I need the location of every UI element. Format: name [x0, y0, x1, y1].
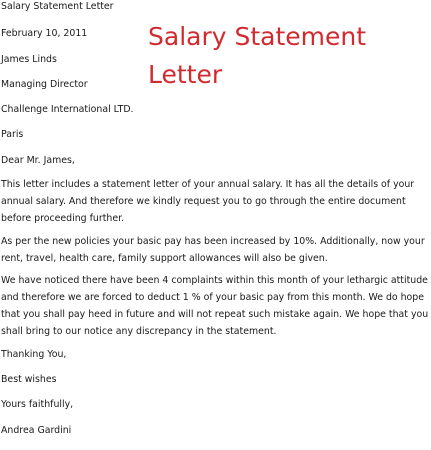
page-title: Salary Statement Letter — [148, 22, 367, 89]
closing-signoff: Yours faithfully, — [1, 399, 74, 410]
recipient-title: Managing Director — [1, 79, 88, 90]
closing-thanks: Thanking You, — [1, 349, 67, 360]
document-label: Salary Statement Letter — [1, 1, 114, 12]
signer-name: Andrea Gardini — [1, 425, 72, 436]
letter-date: February 10, 2011 — [1, 28, 88, 39]
city: Paris — [1, 129, 24, 140]
body-paragraph-1: This letter includes a statement letter of your annual salary. It has all the details of your annual salary. And therefore we kindly request you to go through the entire document before proceeding further. — [1, 179, 415, 224]
body-paragraph-3: We have noticed there have been 4 complaints within this month of your lethargic attitude and therefore we are forced to deduct 1 % of your basic pay from this month. We do hope that you shall pay heed in future and will not repeat such mistake again. We hope that you shall bring to our notice any discrepancy in the statement. — [1, 275, 429, 337]
company-name: Challenge International LTD. — [1, 104, 134, 115]
body-paragraph-2: As per the new policies your basic pay has been increased by 10%. Additionally, now your rent, travel, health care, family support allowances will also be given. — [1, 236, 425, 264]
closing-wishes: Best wishes — [1, 374, 57, 385]
salutation: Dear Mr. James, — [1, 155, 75, 166]
recipient-name: James Linds — [1, 54, 57, 65]
